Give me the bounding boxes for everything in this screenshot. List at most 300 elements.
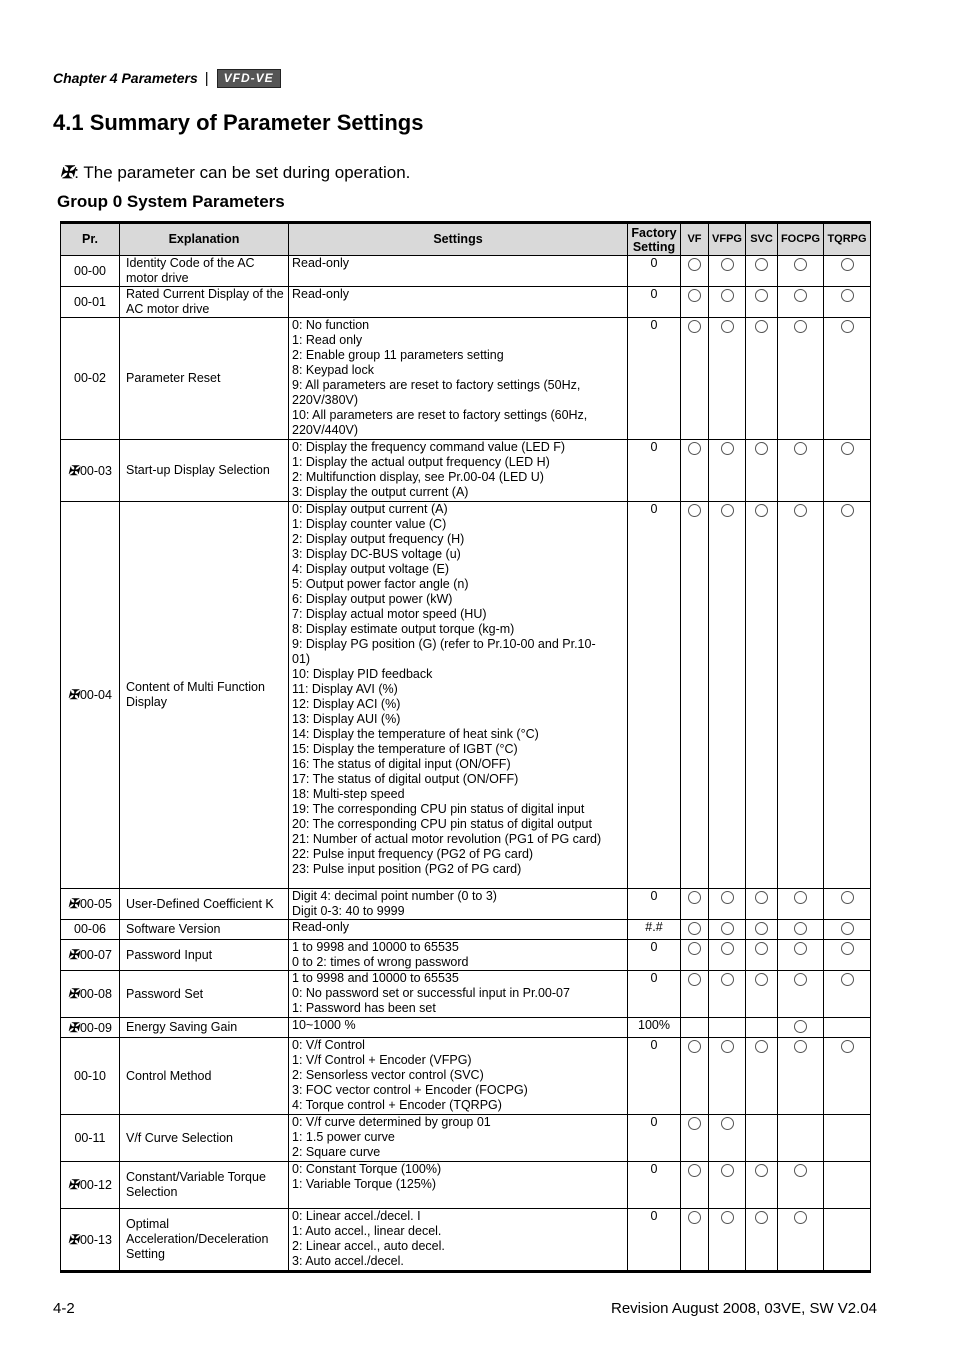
circle-icon [688, 258, 701, 271]
setting-line: 21: Number of actual motor revolution (PG1 of PG card) [292, 832, 602, 846]
mode-vf-cell [681, 1209, 709, 1272]
circle-icon [755, 942, 768, 955]
param-code-cell [61, 256, 120, 287]
mode-vf-cell [681, 440, 709, 502]
mode-vf-cell [681, 256, 709, 287]
mode-tqrpg-cell [824, 1209, 871, 1272]
mode-focpg-cell [778, 1038, 824, 1115]
circle-icon [688, 922, 701, 935]
circle-icon [721, 442, 734, 455]
param-code: 00-13 [79, 1232, 112, 1247]
page-header [53, 66, 281, 90]
setting-line: 9: Display PG position (G) (refer to Pr.10-00 and Pr.10- [292, 637, 596, 651]
factory-setting: 0 [628, 940, 681, 971]
param-explanation: Content of Multi Function Display [120, 502, 289, 889]
col-header-svc: SVC [746, 223, 778, 256]
param-settings [289, 440, 628, 502]
setting-line: 0: No function [292, 318, 370, 332]
mode-tqrpg-cell [824, 502, 871, 889]
setting-line: Read-only [292, 287, 349, 301]
param-code-cell [61, 889, 120, 920]
col-header-factory: Factory Setting [628, 223, 681, 256]
mode-svc-cell [746, 889, 778, 920]
run-editable-icon: ✠ [68, 687, 79, 702]
circle-icon [841, 258, 854, 271]
param-code: 00-09 [79, 1020, 112, 1035]
circle-icon [841, 922, 854, 935]
param-code-cell [61, 1115, 120, 1162]
setting-line: 0: Display output current (A) [292, 502, 448, 516]
param-settings [289, 1018, 628, 1038]
mode-vf-cell [681, 287, 709, 318]
run-editable-icon: ✠ [68, 1231, 79, 1247]
run-editable-icon: ✠ [60, 163, 75, 182]
param-code-cell [61, 1038, 120, 1115]
mode-vf-cell [681, 971, 709, 1018]
mode-vf-cell [681, 940, 709, 971]
param-settings [289, 1209, 628, 1272]
mode-focpg-cell [778, 920, 824, 940]
param-explanation: Parameter Reset [120, 318, 289, 440]
mode-svc-cell [746, 971, 778, 1018]
param-code-cell [61, 318, 120, 440]
circle-icon [721, 1211, 734, 1224]
param-explanation: Identity Code of the AC motor drive [120, 256, 289, 287]
mode-vf-cell [681, 1115, 709, 1162]
factory-setting: 0 [628, 889, 681, 920]
param-code-cell [61, 1018, 120, 1038]
setting-line: 4: Torque control + Encoder (TQRPG) [292, 1098, 502, 1112]
setting-line: 19: The corresponding CPU pin status of digital input [292, 802, 585, 816]
setting-line: 0: V/f Control [292, 1038, 365, 1052]
param-code-cell [61, 1162, 120, 1209]
param-code: 00-05 [79, 897, 112, 911]
table-row [61, 889, 871, 920]
setting-line: 17: The status of digital output (ON/OFF) [292, 772, 519, 786]
circle-icon [755, 973, 768, 986]
param-code: 00-06 [74, 922, 106, 936]
circle-icon [721, 942, 734, 955]
table-row [61, 1038, 871, 1115]
group-title: Group 0 System Parameters [57, 192, 285, 211]
setting-line: 8: Keypad lock [292, 363, 374, 377]
factory-setting: 0 [628, 971, 681, 1018]
mode-focpg-cell [778, 971, 824, 1018]
param-code: 00-08 [79, 987, 112, 1001]
circle-icon [794, 1020, 807, 1033]
factory-setting: 0 [628, 318, 681, 440]
mode-focpg-cell [778, 1018, 824, 1038]
mode-tqrpg-cell [824, 1018, 871, 1038]
mode-vfpg-cell [709, 287, 746, 318]
setting-line: 2: Linear accel., auto decel. [292, 1239, 445, 1253]
param-code-cell [61, 440, 120, 502]
factory-setting: 0 [628, 502, 681, 889]
run-editable-icon: ✠ [68, 896, 79, 911]
mode-svc-cell [746, 1018, 778, 1038]
mode-svc-cell [746, 287, 778, 318]
circle-icon [721, 258, 734, 271]
mode-focpg-cell [778, 1209, 824, 1272]
setting-line: 8: Display estimate output torque (kg-m) [292, 622, 515, 636]
param-settings [289, 256, 628, 287]
run-editable-icon: ✠ [68, 462, 79, 478]
setting-line: 4: Display output voltage (E) [292, 562, 450, 576]
circle-icon [721, 1164, 734, 1177]
mode-focpg-cell [778, 256, 824, 287]
mode-tqrpg-cell [824, 256, 871, 287]
revision-info: Revision August 2008, 03VE, SW V2.04 [611, 1300, 877, 1317]
param-code-cell [61, 502, 120, 889]
param-code: 00-11 [74, 1130, 106, 1145]
mode-svc-cell [746, 440, 778, 502]
mode-vfpg-cell [709, 1209, 746, 1272]
setting-line: 1: 1.5 power curve [292, 1130, 395, 1144]
setting-line: 1 to 9998 and 10000 to 65535 [292, 940, 459, 954]
circle-icon [794, 320, 807, 333]
circle-icon [794, 258, 807, 271]
col-header-vfpg: VFPG [709, 223, 746, 256]
circle-icon [841, 942, 854, 955]
circle-icon [841, 289, 854, 302]
setting-line: 1: Display the actual output frequency (LED H) [292, 455, 550, 469]
mode-focpg-cell [778, 889, 824, 920]
setting-line: 16: The status of digital input (ON/OFF) [292, 757, 511, 771]
mode-svc-cell [746, 1115, 778, 1162]
param-explanation: V/f Curve Selection [120, 1115, 289, 1162]
circle-icon [794, 1164, 807, 1177]
circle-icon [841, 1040, 854, 1053]
circle-icon [688, 504, 701, 517]
factory-setting: 0 [628, 1162, 681, 1209]
circle-icon [755, 320, 768, 333]
setting-line: 11: Display AVI (%) [292, 682, 398, 696]
param-settings [289, 287, 628, 318]
setting-line: 7: Display actual motor speed (HU) [292, 607, 487, 621]
mode-svc-cell [746, 920, 778, 940]
col-header-vf: VF [681, 223, 709, 256]
circle-icon [841, 891, 854, 904]
mode-vfpg-cell [709, 940, 746, 971]
run-editable-icon: ✠ [68, 947, 79, 962]
table-row [61, 287, 871, 318]
mode-tqrpg-cell [824, 440, 871, 502]
circle-icon [755, 258, 768, 271]
setting-line: 10: All parameters are reset to factory settings (60Hz, [292, 408, 588, 422]
mode-focpg-cell [778, 440, 824, 502]
mode-vf-cell [681, 889, 709, 920]
setting-line: 3: FOC vector control + Encoder (FOCPG) [292, 1083, 528, 1097]
param-code: 00-07 [79, 948, 112, 962]
setting-line: 12: Display ACI (%) [292, 697, 401, 711]
setting-line: 23: Pulse input position (PG2 of PG card) [292, 862, 522, 876]
circle-icon [721, 1040, 734, 1053]
circle-icon [755, 442, 768, 455]
param-code-cell [61, 1209, 120, 1272]
chapter-label: Chapter 4 Parameters [53, 70, 198, 86]
setting-line: 15: Display the temperature of IGBT (°C) [292, 742, 518, 756]
mode-tqrpg-cell [824, 1038, 871, 1115]
setting-line: 0: Constant Torque (100%) [292, 1162, 442, 1176]
page-number: 4-2 [53, 1300, 75, 1317]
mode-svc-cell [746, 1209, 778, 1272]
param-code-cell [61, 940, 120, 971]
mode-tqrpg-cell [824, 940, 871, 971]
circle-icon [841, 973, 854, 986]
circle-icon [721, 891, 734, 904]
circle-icon [721, 922, 734, 935]
mode-svc-cell [746, 256, 778, 287]
mode-tqrpg-cell [824, 971, 871, 1018]
mode-tqrpg-cell [824, 318, 871, 440]
mode-focpg-cell [778, 287, 824, 318]
param-explanation: Password Input [120, 940, 289, 971]
circle-icon [755, 1164, 768, 1177]
param-code-cell [61, 287, 120, 318]
table-row [61, 256, 871, 287]
param-code-cell [61, 971, 120, 1018]
col-header-tqrpg: TQRPG [824, 223, 871, 256]
circle-icon [688, 1211, 701, 1224]
circle-icon [721, 289, 734, 302]
setting-line: 2: Display output frequency (H) [292, 532, 465, 546]
setting-line: 2: Sensorless vector control (SVC) [292, 1068, 484, 1082]
mode-svc-cell [746, 502, 778, 889]
param-explanation: Software Version [120, 920, 289, 940]
mode-tqrpg-cell [824, 889, 871, 920]
circle-icon [688, 942, 701, 955]
setting-line: 01) [292, 652, 311, 666]
param-settings [289, 1115, 628, 1162]
col-header-settings: Settings [289, 223, 628, 256]
setting-line: 9: All parameters are reset to factory settings (50Hz, [292, 378, 581, 392]
setting-line: 1: Password has been set [292, 1001, 436, 1015]
table-row [61, 971, 871, 1018]
circle-icon [794, 922, 807, 935]
setting-line: 13: Display AUI (%) [292, 712, 401, 726]
mode-vf-cell [681, 1162, 709, 1209]
section-title: 4.1 Summary of Parameter Settings [53, 110, 424, 135]
param-explanation: Constant/Variable Torque Selection [120, 1162, 289, 1209]
mode-vfpg-cell [709, 440, 746, 502]
mode-focpg-cell [778, 1162, 824, 1209]
col-header-focpg: FOCPG [778, 223, 824, 256]
mode-tqrpg-cell [824, 920, 871, 940]
param-code: 00-10 [74, 1068, 106, 1083]
run-editable-icon: ✠ [68, 986, 79, 1001]
circle-icon [794, 289, 807, 302]
table-row [61, 318, 871, 440]
setting-line: 0: No password set or successful input in Pr.00-07 [292, 986, 570, 1000]
circle-icon [688, 1164, 701, 1177]
setting-line: 10~1000 % [292, 1018, 356, 1032]
circle-icon [721, 1117, 734, 1130]
setting-line: 220V/440V) [292, 423, 359, 437]
setting-line: Digit 4: decimal point number (0 to 3) [292, 889, 497, 903]
setting-line: 5: Output power factor angle (n) [292, 577, 469, 591]
circle-icon [755, 289, 768, 302]
circle-icon [688, 289, 701, 302]
mode-vf-cell [681, 920, 709, 940]
param-explanation: Control Method [120, 1038, 289, 1115]
setting-line: 3: Display DC-BUS voltage (u) [292, 547, 461, 561]
param-code: 00-02 [74, 371, 106, 385]
circle-icon [794, 973, 807, 986]
table-row [61, 1162, 871, 1209]
factory-setting: 0 [628, 1209, 681, 1272]
circle-icon [688, 1117, 701, 1130]
circle-icon [794, 442, 807, 455]
param-code: 00-12 [79, 1178, 112, 1192]
setting-line: Read-only [292, 256, 349, 270]
setting-line: 1: Variable Torque (125%) [292, 1177, 437, 1191]
operation-note-text: : The parameter can be set during operation. [74, 163, 411, 182]
setting-line: 1: Display counter value (C) [292, 517, 447, 531]
mode-vfpg-cell [709, 1018, 746, 1038]
factory-setting: 0 [628, 1115, 681, 1162]
setting-line: 0 to 2: times of wrong password [292, 955, 469, 969]
param-settings [289, 502, 628, 889]
param-settings [289, 318, 628, 440]
circle-icon [688, 1040, 701, 1053]
circle-icon [755, 504, 768, 517]
setting-line: 2: Enable group 11 parameters setting [292, 348, 504, 362]
mode-vfpg-cell [709, 502, 746, 889]
mode-vf-cell [681, 502, 709, 889]
setting-line: Read-only [292, 920, 349, 934]
mode-svc-cell [746, 1038, 778, 1115]
setting-line: 2: Square curve [292, 1145, 381, 1159]
mode-tqrpg-cell [824, 287, 871, 318]
header-separator: | [204, 69, 209, 87]
param-settings [289, 889, 628, 920]
factory-setting: 0 [628, 287, 681, 318]
param-settings [289, 920, 628, 940]
circle-icon [794, 891, 807, 904]
param-explanation: Optimal Acceleration/Deceleration Setting [120, 1209, 289, 1272]
mode-vf-cell [681, 1018, 709, 1038]
setting-line: 6: Display output power (kW) [292, 592, 453, 606]
factory-setting: 0 [628, 256, 681, 287]
param-explanation: Start-up Display Selection [120, 440, 289, 502]
table-row [61, 440, 871, 502]
mode-vfpg-cell [709, 889, 746, 920]
circle-icon [721, 973, 734, 986]
param-code: 00-04 [79, 688, 112, 702]
param-code: 00-00 [74, 263, 106, 278]
table-row [61, 1018, 871, 1038]
setting-line: 0: Linear accel./decel. I [292, 1209, 421, 1223]
mode-vf-cell [681, 1038, 709, 1115]
circle-icon [688, 973, 701, 986]
table-row [61, 502, 871, 889]
setting-line: Digit 0-3: 40 to 9999 [292, 904, 405, 918]
setting-line: 18: Multi-step speed [292, 787, 405, 801]
param-settings [289, 940, 628, 971]
param-code: 00-03 [79, 463, 112, 478]
factory-setting: 0 [628, 1038, 681, 1115]
setting-line: 1: Auto accel., linear decel. [292, 1224, 442, 1238]
circle-icon [755, 891, 768, 904]
circle-icon [755, 922, 768, 935]
circle-icon [794, 1211, 807, 1224]
factory-setting: 0 [628, 440, 681, 502]
mode-svc-cell [746, 940, 778, 971]
mode-vf-cell [681, 318, 709, 440]
circle-icon [688, 891, 701, 904]
col-header-explanation: Explanation [120, 223, 289, 256]
table-row [61, 1115, 871, 1162]
circle-icon [794, 942, 807, 955]
circle-icon [794, 504, 807, 517]
circle-icon [841, 504, 854, 517]
param-explanation: Rated Current Display of the AC motor drive [120, 287, 289, 318]
mode-vfpg-cell [709, 1162, 746, 1209]
col-header-pr: Pr. [61, 223, 120, 256]
mode-vfpg-cell [709, 920, 746, 940]
factory-setting: 100% [628, 1018, 681, 1038]
table-row [61, 1209, 871, 1272]
setting-line: 10: Display PID feedback [292, 667, 433, 681]
setting-line: 1 to 9998 and 10000 to 65535 [292, 971, 459, 985]
mode-focpg-cell [778, 502, 824, 889]
mode-tqrpg-cell [824, 1115, 871, 1162]
mode-vfpg-cell [709, 256, 746, 287]
mode-focpg-cell [778, 940, 824, 971]
circle-icon [841, 442, 854, 455]
operation-note [60, 163, 410, 183]
run-editable-icon: ✠ [68, 1019, 79, 1035]
setting-line: 14: Display the temperature of heat sink (°C) [292, 727, 539, 741]
circle-icon [688, 442, 701, 455]
circle-icon [841, 320, 854, 333]
mode-svc-cell [746, 1162, 778, 1209]
param-code-cell [61, 920, 120, 940]
mode-vfpg-cell [709, 318, 746, 440]
table-row [61, 920, 871, 940]
setting-line: 220V/380V) [292, 393, 359, 407]
setting-line: 2: Multifunction display, see Pr.00-04 (LED U) [292, 470, 544, 484]
param-settings [289, 1162, 628, 1209]
setting-line: 3: Display the output current (A) [292, 485, 469, 499]
factory-setting: #.# [628, 920, 681, 940]
mode-focpg-cell [778, 318, 824, 440]
param-explanation: Energy Saving Gain [120, 1018, 289, 1038]
vfd-ve-logo: VFD-VE [217, 69, 281, 88]
circle-icon [755, 1040, 768, 1053]
table-row [61, 940, 871, 971]
param-code: 00-01 [74, 294, 106, 309]
setting-line: 1: V/f Control + Encoder (VFPG) [292, 1053, 472, 1067]
param-explanation: Password Set [120, 971, 289, 1018]
parameter-table [60, 221, 871, 1273]
setting-line: 22: Pulse input frequency (PG2 of PG card) [292, 847, 534, 861]
setting-line: 1: Read only [292, 333, 363, 347]
param-settings [289, 1038, 628, 1115]
mode-svc-cell [746, 318, 778, 440]
setting-line: 3: Auto accel./decel. [292, 1254, 404, 1268]
circle-icon [688, 320, 701, 333]
circle-icon [721, 504, 734, 517]
mode-vfpg-cell [709, 971, 746, 1018]
setting-line: 20: The corresponding CPU pin status of digital output [292, 817, 592, 831]
setting-line: 0: V/f curve determined by group 01 [292, 1115, 491, 1129]
mode-focpg-cell [778, 1115, 824, 1162]
run-editable-icon: ✠ [68, 1177, 79, 1192]
circle-icon [755, 1211, 768, 1224]
circle-icon [721, 320, 734, 333]
mode-vfpg-cell [709, 1115, 746, 1162]
